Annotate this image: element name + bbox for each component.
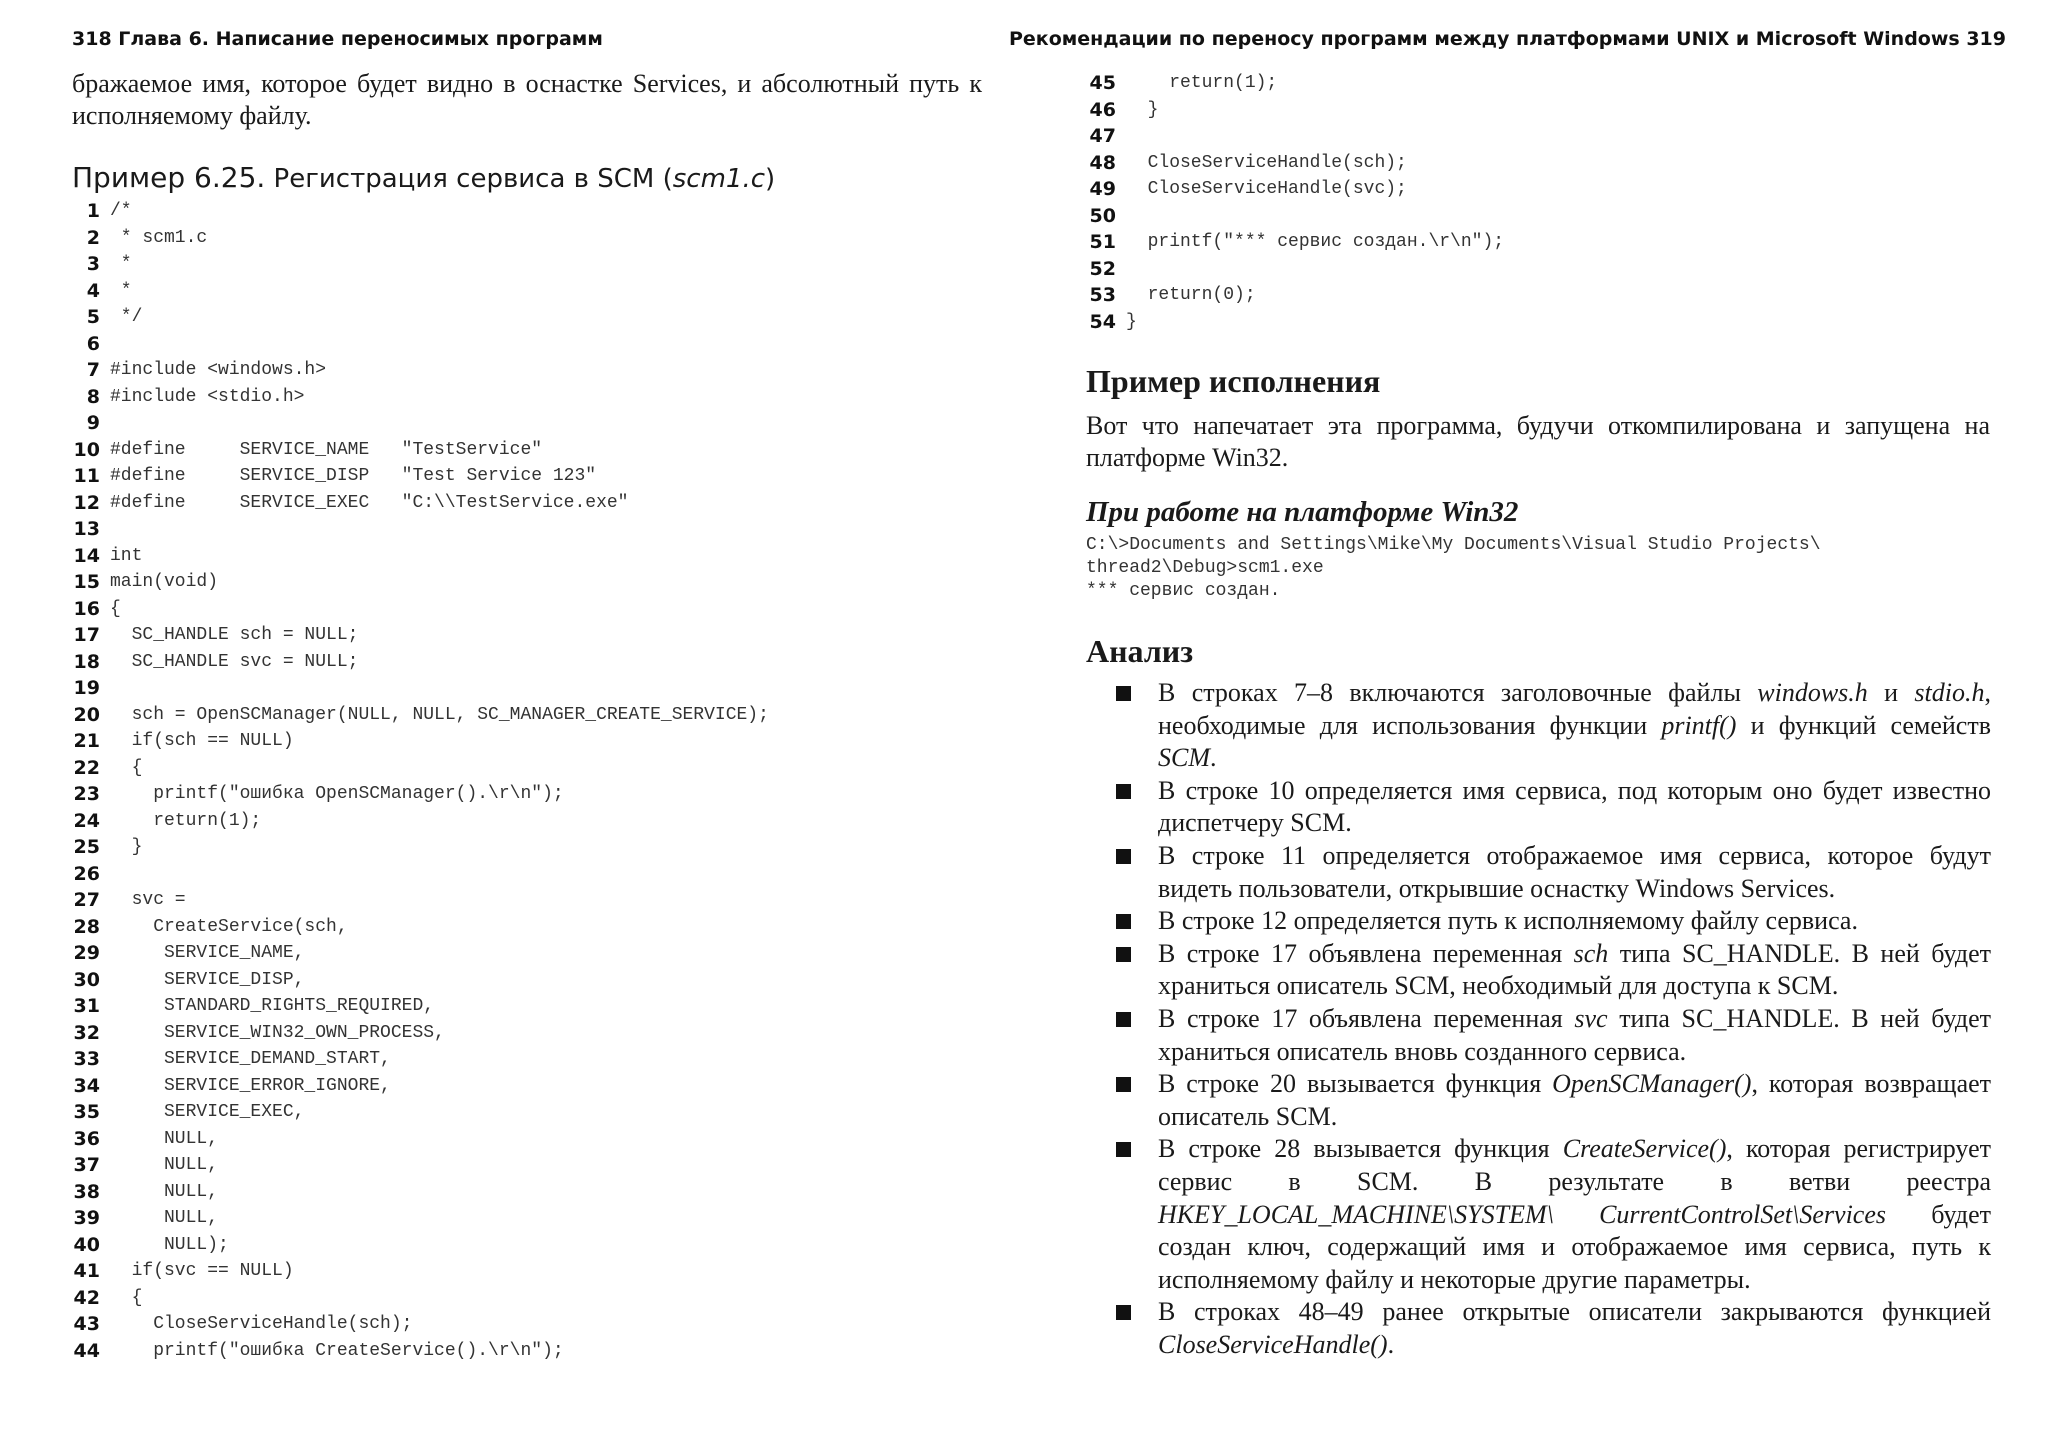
line-number: 18 [73, 650, 100, 673]
code-line [64, 1099, 769, 1126]
line-number: 9 [86, 412, 100, 434]
line-code: */ [110, 307, 143, 327]
code-line [64, 357, 769, 384]
code-line [1080, 123, 1504, 150]
code-line [64, 1205, 769, 1232]
line-code: { [110, 1287, 143, 1308]
square-bullet-icon [1116, 1012, 1131, 1027]
code-line [64, 887, 769, 914]
code-line [64, 808, 769, 835]
analysis-item [1116, 1068, 1991, 1133]
line-number: 14 [73, 544, 100, 567]
analysis-text: В строке 12 определяется путь к исполняемому файлу сервиса. [1158, 906, 1858, 936]
code-listing-right [1080, 70, 1504, 335]
line-number: 7 [86, 359, 100, 381]
line-code: int [110, 545, 143, 566]
line-number: 36 [73, 1127, 100, 1150]
analysis-text: . [1210, 743, 1217, 773]
code-line [1080, 282, 1504, 309]
line-number: 8 [86, 385, 100, 408]
line-number: 32 [73, 1021, 100, 1044]
line-number: 1 [86, 200, 100, 222]
line-code [100, 516, 110, 543]
code-line [64, 463, 769, 490]
code-line [64, 304, 769, 331]
line-number: 34 [73, 1074, 100, 1097]
analysis-list [1116, 677, 1991, 1361]
line-number: 17 [73, 624, 100, 646]
code-line [1080, 97, 1504, 124]
example-paragraph: Вот что напечатает эта программа, будучи откомпилирована и запущена на платформе Win32. [1086, 411, 1990, 472]
italic-term: OpenSCManager() [1552, 1069, 1752, 1099]
line-number: 30 [73, 968, 100, 991]
line-code [1116, 123, 1126, 150]
listing-filename: scm1.c [672, 164, 766, 194]
line-number: 5 [86, 306, 100, 328]
code-line [64, 1311, 769, 1338]
code-line [64, 1126, 769, 1153]
analysis-item [1116, 775, 1991, 840]
line-code: return(1); [1126, 73, 1278, 93]
line-number: 33 [73, 1048, 100, 1070]
line-code: printf("ошибка CreateService().\r\n"); [110, 1340, 564, 1361]
square-bullet-icon [1116, 849, 1131, 864]
line-number: 40 [73, 1233, 100, 1256]
line-code: #include <windows.h> [110, 360, 327, 380]
line-code: sch = OpenSCManager(NULL, NULL, SC_MANAGER_CREATE_SERVICE); [110, 704, 769, 725]
code-line [64, 940, 769, 967]
line-code: { [110, 598, 121, 619]
code-line [64, 596, 769, 623]
line-number: 37 [73, 1154, 100, 1176]
right-running-head: Рекомендации по переносу программ между платформами UNIX и Microsoft Windows 319 [1008, 28, 2006, 50]
analysis-text: В строке 17 объявлена переменная [1158, 938, 1574, 968]
code-line [64, 728, 769, 755]
line-code: SC_HANDLE sch = NULL; [110, 625, 359, 645]
code-line [64, 384, 769, 411]
line-code [1116, 256, 1126, 283]
analysis-text: В строке 10 определяется имя сервиса, под которым оно будет известно диспетчеру SCM. [1158, 775, 1991, 838]
code-line [64, 675, 769, 702]
analysis-text: , необходимые для использования функции [1158, 678, 1991, 740]
line-number: 50 [1089, 204, 1116, 227]
analysis-text: В строках 48–49 ранее открытые описатели закрываются функцией [1158, 1297, 1991, 1327]
code-line [1080, 150, 1504, 177]
line-number: 15 [73, 571, 100, 593]
code-listing-left [64, 198, 769, 1364]
analysis-item [1116, 840, 1991, 905]
line-number: 52 [1089, 257, 1116, 280]
line-number: 54 [1089, 310, 1116, 333]
line-number: 10 [73, 438, 100, 461]
line-code: CreateService(sch, [110, 916, 348, 937]
left-running-head: 318 Глава 6. Написание переносимых программ [72, 28, 603, 50]
analysis-text: , которая регистрирует сервис в SCM. В результате в ветви реестра [1158, 1134, 1991, 1196]
line-number: 22 [73, 756, 100, 779]
code-line [64, 781, 769, 808]
code-line [64, 1046, 769, 1073]
listing-caption [72, 161, 775, 194]
line-code: STANDARD_RIGHTS_REQUIRED, [110, 996, 435, 1016]
line-number: 41 [73, 1260, 100, 1282]
console-output [1086, 534, 1821, 603]
line-code: SERVICE_NAME, [110, 943, 305, 963]
code-line [64, 516, 769, 543]
line-number: 13 [73, 518, 100, 540]
line-number: 53 [1089, 284, 1116, 306]
win32-subheading: При работе на платформе Win32 [1086, 496, 1519, 528]
line-number: 51 [1089, 231, 1116, 253]
analysis-text: будет создан ключ, содержащий имя и отображаемое имя сервиса, путь к исполняемому файлу и некоторые другие параметры. [1158, 1199, 1991, 1294]
square-bullet-icon [1116, 1077, 1131, 1092]
analysis-item [1116, 938, 1991, 1003]
line-code: NULL, [110, 1128, 219, 1149]
square-bullet-icon [1116, 914, 1131, 929]
line-number: 19 [73, 677, 100, 699]
line-number: 43 [73, 1313, 100, 1335]
line-code: #define SERVICE_NAME "TestService" [110, 439, 543, 460]
line-code: SC_HANDLE svc = NULL; [110, 651, 359, 672]
square-bullet-icon [1116, 947, 1131, 962]
line-code: NULL, [110, 1181, 219, 1202]
line-number: 27 [73, 889, 100, 911]
example-heading: Пример исполнения [1086, 363, 1381, 399]
line-number: 39 [73, 1207, 100, 1229]
line-number: 31 [73, 995, 100, 1017]
code-line [64, 1258, 769, 1285]
console-line: C:\>Documents and Settings\Mike\My Documents\Visual Studio Projects\ [1086, 535, 1821, 555]
line-number: 23 [73, 783, 100, 805]
line-code: NULL); [110, 1234, 229, 1255]
line-number: 6 [86, 332, 100, 355]
line-code: NULL, [110, 1155, 219, 1175]
code-line [64, 225, 769, 252]
line-number: 24 [73, 809, 100, 832]
line-code [100, 410, 110, 437]
analysis-text: . [1387, 1329, 1395, 1359]
code-line [64, 251, 769, 278]
line-code: CloseServiceHandle(sch); [110, 1314, 413, 1334]
console-line: thread2\Debug>scm1.exe [1086, 558, 1324, 578]
line-code: CloseServiceHandle(svc); [1126, 179, 1407, 199]
analysis-text: типа SC_HANDLE. В ней будет храниться описатель SCM, необходимый для доступа к SCM. [1158, 938, 1991, 1001]
analysis-item [1116, 905, 1991, 938]
code-line [1080, 229, 1504, 256]
line-number: 42 [73, 1286, 100, 1309]
line-code: } [1126, 99, 1159, 120]
code-line [64, 437, 769, 464]
analysis-item [1116, 1296, 1991, 1361]
code-line [64, 702, 769, 729]
analysis-text: В строке 28 вызывается функция [1158, 1134, 1563, 1164]
line-code: svc = [110, 890, 186, 910]
line-code: CloseServiceHandle(sch); [1126, 152, 1407, 173]
line-code: NULL, [110, 1208, 219, 1228]
line-code: SERVICE_EXEC, [110, 1102, 305, 1122]
code-line [64, 410, 769, 437]
italic-term: printf() [1661, 710, 1737, 740]
line-number: 12 [73, 491, 100, 514]
code-line [1080, 203, 1504, 230]
line-code: * [110, 254, 132, 274]
line-number: 35 [73, 1101, 100, 1123]
code-line [64, 967, 769, 994]
code-line [64, 1073, 769, 1100]
line-number: 45 [1089, 72, 1116, 94]
listing-label: Пример 6.25. [72, 161, 266, 194]
code-line [64, 622, 769, 649]
line-code: } [1126, 311, 1137, 332]
code-line [64, 543, 769, 570]
line-code: printf("*** сервис создан.\r\n"); [1126, 232, 1505, 252]
analysis-item [1116, 1003, 1991, 1068]
line-number: 25 [73, 836, 100, 858]
line-code [1116, 203, 1126, 230]
line-number: 2 [86, 226, 100, 249]
console-line: *** сервис создан. [1086, 581, 1281, 601]
code-line [1080, 70, 1504, 97]
code-line [64, 993, 769, 1020]
line-number: 4 [86, 279, 100, 302]
code-line [1080, 256, 1504, 283]
line-number: 38 [73, 1180, 100, 1203]
code-line [64, 569, 769, 596]
line-code: * scm1.c [110, 227, 208, 248]
line-code [100, 675, 110, 702]
line-code: return(0); [1126, 285, 1256, 305]
analysis-text: и [1867, 678, 1915, 707]
code-line [64, 1179, 769, 1206]
italic-term: sch [1573, 938, 1609, 968]
line-code: { [110, 757, 143, 778]
line-code: /* [110, 201, 132, 221]
line-number: 21 [73, 730, 100, 752]
code-line [64, 834, 769, 861]
listing-title: Регистрация сервиса в SCM ( [265, 164, 673, 194]
code-line [64, 1152, 769, 1179]
line-code: SERVICE_DISP, [110, 969, 305, 990]
square-bullet-icon [1116, 784, 1131, 799]
analysis-text: В строке 17 объявлена переменная [1158, 1003, 1575, 1033]
italic-term: SCM [1158, 743, 1210, 773]
code-line [64, 198, 769, 225]
square-bullet-icon [1116, 1305, 1131, 1320]
line-code: if(sch == NULL) [110, 731, 294, 751]
square-bullet-icon [1116, 1142, 1131, 1157]
line-code: SERVICE_DEMAND_START, [110, 1049, 391, 1069]
analysis-text: типа SC_HANDLE. В ней будет храниться описатель вновь созданного сервиса. [1158, 1003, 1991, 1066]
line-number: 47 [1089, 125, 1116, 147]
line-code: #define SERVICE_EXEC "C:\\TestService.exe" [110, 492, 629, 513]
italic-term: CloseServiceHandle() [1158, 1329, 1388, 1359]
code-line [1080, 176, 1504, 203]
line-number: 49 [1089, 178, 1116, 200]
line-number: 11 [73, 465, 100, 487]
line-code: SERVICE_WIN32_OWN_PROCESS, [110, 1022, 445, 1043]
line-code [100, 861, 110, 888]
line-number: 28 [73, 915, 100, 938]
analysis-text: и функций семейств [1736, 710, 1991, 740]
code-line [64, 1020, 769, 1047]
code-line [64, 755, 769, 782]
analysis-item [1116, 677, 1991, 775]
italic-term: windows.h [1757, 678, 1868, 707]
line-number: 3 [86, 253, 100, 275]
line-code: main(void) [110, 572, 219, 592]
square-bullet-icon [1116, 686, 1131, 701]
line-code: SERVICE_ERROR_IGNORE, [110, 1075, 391, 1096]
code-line [64, 861, 769, 888]
line-code: printf("ошибка OpenSCManager().\r\n"); [110, 784, 564, 804]
code-line [64, 1338, 769, 1365]
line-code: if(svc == NULL) [110, 1261, 294, 1281]
code-line [64, 278, 769, 305]
line-code: #include <stdio.h> [110, 386, 305, 407]
analysis-text: В строке 20 вызывается функция [1158, 1069, 1553, 1099]
line-code: * [110, 280, 132, 301]
code-line [64, 1232, 769, 1259]
analysis-text: , которая возвращает описатель SCM. [1158, 1069, 1992, 1131]
line-number: 44 [73, 1339, 100, 1362]
code-line [64, 914, 769, 941]
intro-paragraph: бражаемое имя, которое будет видно в оснастке Services, и абсолютный путь к исполняемому файлу. [72, 69, 982, 130]
listing-close: ) [765, 164, 776, 194]
line-code: #define SERVICE_DISP "Test Service 123" [110, 466, 597, 486]
italic-term: CreateService() [1562, 1134, 1727, 1164]
line-number: 20 [73, 703, 100, 726]
italic-term: svc [1574, 1003, 1608, 1033]
code-line [64, 649, 769, 676]
line-number: 16 [73, 597, 100, 620]
analysis-text: В строке 11 определяется отображаемое имя сервиса, которое будут видеть пользователи, открывшие оснастку Windows Services. [1158, 840, 1991, 903]
line-code [100, 331, 110, 358]
line-number: 46 [1089, 98, 1116, 121]
line-number: 26 [73, 862, 100, 885]
line-code: return(1); [110, 810, 262, 831]
line-number: 48 [1089, 151, 1116, 174]
code-line [1080, 309, 1504, 336]
analysis-text: В строках 7–8 включаются заголовочные файлы [1158, 678, 1758, 707]
code-line [64, 1285, 769, 1312]
code-line [64, 490, 769, 517]
italic-term: stdio.h [1914, 678, 1985, 707]
analysis-item [1116, 1133, 1991, 1296]
analysis-heading: Анализ [1086, 633, 1194, 669]
line-code: } [110, 837, 143, 857]
italic-term: HKEY_LOCAL_MACHINE\SYSTEM\ CurrentControlSet\Services [1158, 1199, 1887, 1229]
code-line [64, 331, 769, 358]
line-number: 29 [73, 942, 100, 964]
